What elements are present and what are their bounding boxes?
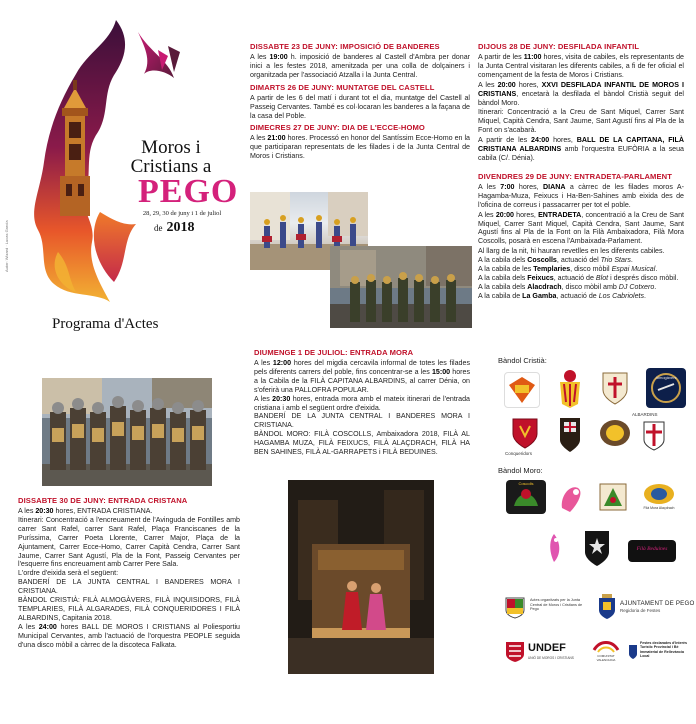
section-text-dijous-28-p1: A partir de les 11:00 hores, visita de cabiles, els representants de la Junta Central visitaran les diferents cabiles, a fi de fer oficial el començament de la festa de Moros i Cristians.	[478, 53, 685, 79]
regidoria-text: Regidoria de Festes	[620, 608, 661, 613]
section-title-dissabte-23: DISSABTE 23 DE JUNY: IMPOSICIÓ DE BANDERES	[250, 42, 440, 51]
section-text-divendres-29-p1: A les 7:00 hores, DIANA a càrrec de les filades moros A-Hagamba-Muza, Feixucs i Ha-Ben-Sahines amb eixida des de l'oficina de correus i passacarrer per tot el poble.	[478, 182, 684, 209]
undef-logo-icon	[504, 640, 526, 664]
section-text-dijous-28-p2: A les 20:00 hores, XXVI DESFILADA INFANTIL DE MOROS I CRISTIANS, encetarà la desfilada el bàndol Cristià seguit del bàndol Moro.	[478, 80, 684, 107]
filada-logo-1	[504, 372, 540, 408]
poster-title-line2: Cristians a	[130, 156, 212, 177]
column-left-bottom	[18, 496, 240, 650]
poster-year-prefix: de	[154, 223, 163, 233]
filada-logo-beduines	[628, 540, 676, 562]
section-text-divendres-29-p7: A la cabila dels Alacdrach, disco mòbil amb DJ Cotxero.	[478, 282, 657, 291]
filada-logo-3	[600, 370, 630, 406]
section-text-dissabte-30-p5: BÀNDOL CRISTIÀ: FILÀ ALMOGÀVERS, FILÀ INQUISIDORS, FILÀ TEMPLARIES, FILÀ ALGARADES, FILÀ CONQUERIDORES I FILÀ ALBARDINS, Capitania 2018.	[18, 596, 240, 622]
undef-subtext: UNIÓ DE MOROS I CRISTIANS	[528, 656, 574, 660]
section-text-dissabte-30-p2: Itinerari: Concentració a l'encreuament de l'Avinguda de Fontilles amb carrer Sant Rafel, carrer Sant Rafel, Plaça Franciscanes de la Puríssima, Carrer Poeta Llorente, Carrer Major, Plaça de la Ajuntament, Carrer Ecce-Homo, Carrer Capità Cendra, Carrer Sant Jaume, Carrer Sant Agustí, Pla de la Font, Passeig Cervantes per l'esquerre fins encreuament amb Carrer Pere Sala.	[18, 515, 240, 569]
junta-central-logo	[504, 596, 526, 620]
poster-title	[106, 138, 236, 176]
filada-logo-6	[598, 418, 632, 448]
poster-credit: Autor: Wizard · Lucas García	[4, 220, 9, 272]
section-text-diumenge-1-p3: BANDERÍ DE LA JUNTA CENTRAL I BANDERES MORA I CRISTIANA.	[254, 412, 470, 430]
filada-logo-almogavers	[646, 368, 686, 408]
section-text-dimarts-26: A partir de les 6 del matí i durant tot el dia, muntatge del Castell al Passeig Cervantes. També es col·locaran les banderes a la façana de la casa del Poble.	[250, 93, 470, 120]
section-text-divendres-29-p3: Al llarg de la nit, hi hauran revetlles en les diferents cabiles.	[478, 247, 665, 256]
filada-logo-conqueridors	[510, 416, 540, 450]
section-title-dimarts-26: DIMARTS 26 DE JUNY: MUNTATGE DEL CASTELL	[250, 82, 435, 92]
section-text-dimecres-27: A les 21:00 hores. Processó en honor del Santíssim Ecce-Homo en la que participaran representats de les filades i de la Junta Central de Moros i Cristians.	[250, 134, 470, 161]
section-text-diumenge-1-p1: A les 12:00 hores del migdia cercavila informal de totes les filades pels diferents carrers del poble, fins concentrar-se a les 15:00 hores a la Cabila de la FILÀ CAPITANA ALBARDINS, al carrer Dénia, on s'oferirà una PALLOFRA POPULAR.	[254, 359, 470, 394]
poster	[4, 12, 239, 352]
filada-logo-9	[598, 482, 628, 512]
photo-procession-night	[330, 246, 472, 328]
bandol-moro-label: Bàndol Moro:	[498, 466, 543, 475]
interes-turistic-logo	[628, 644, 638, 660]
section-text-diumenge-1-p4: BÀNDOL MORO: FILÀ COSCOLLS, Ambaixadora 2018, FILÀ AL HAGAMBA MUZA, FILÀ FEIXUCS, FILÀ ALAÇDRACH, FILÀ HA BEN SAHINES, FILÀ AL-GARRAPETS i FILÀ BEDUINES.	[254, 430, 470, 457]
filada-caption-almogavers: Almogàvers	[655, 375, 677, 380]
comunitat-valenciana-text: COMUNITAT VALENCIANA	[596, 654, 616, 662]
filada-caption-beduines: Filà Beduines	[636, 546, 668, 552]
section-text-dissabte-30-p3: L'ordre d'eixida serà el següent:	[18, 569, 119, 578]
section-title-dimecres-27: DIMECRES 27 DE JUNY: DIA DE L'ECCE-HOMO	[250, 123, 425, 133]
section-text-dijous-28-p3: Itinerari: Concentració a la Creu de Sant Miquel, Carrer Sant Miquel, Capità Cendra, Sant Jaume, Sant Agustí fins al Pla de la Font on s'acabarà.	[478, 108, 684, 135]
poster-dates: 28, 29, 30 de juny i 1 de juliol	[142, 210, 222, 217]
filada-logo-alacdrach	[642, 482, 676, 512]
section-text-divendres-29-p8: A la cabila de La Gamba, actuació de Los Cabriolets.	[478, 291, 647, 300]
section-text-dissabte-30-p6: A les 24:00 hores BALL DE MOROS I CRISTIANS al Poliesportiu Municipal Cervantes, amb l'actuació de l'orquestra PEOPLE seguida d'una disco mòbil a càrrec de la discoteca Falkata.	[18, 622, 240, 649]
filada-logo-8	[556, 478, 586, 518]
filada-logo-2	[556, 368, 584, 408]
filada-caption-conqueridors: Conqueridors	[505, 451, 533, 456]
photo-night-ambassador	[288, 480, 434, 674]
filada-logo-11	[544, 530, 566, 566]
column-middle-top	[250, 42, 470, 162]
section-text-diumenge-1-p2: A les 20:30 hores, entrada mora amb el mateix itinerari de l'entrada cristiana i amb el següent ordre d'eixida.	[254, 394, 470, 412]
poster-pego: PEGO	[138, 173, 239, 210]
section-text-dissabte-23: A les 19:00 h. imposició de banderes al Castell d'Ambra per donar inici a les festes 2018, amenitzada per una colla de dolçainers i organitzada per l'associació Atzalla i la Junta Central.	[250, 53, 471, 79]
undef-text: UNDEF	[528, 642, 566, 654]
comunitat-valenciana-logo	[590, 638, 622, 662]
filada-logo-coscolls	[506, 480, 546, 514]
section-title-diumenge-1: DIUMENGE 1 DE JULIOL: ENTRADA MORA	[254, 348, 414, 357]
filada-logo-12	[582, 528, 612, 568]
filada-caption-albardins: ALBARDINS	[632, 412, 658, 417]
section-text-dijous-28-p4: A partir de les 24:00 hores, BALL DE LA CAPITANA, FILÀ CRISTIANA ALBARDINS amb l'orquestra EUFÒRIA a la seua cabila (C/. Dénia).	[478, 136, 684, 162]
ajuntament-text: AJUNTAMENT DE PEGO	[620, 600, 695, 607]
section-title-divendres-29: DIVENDRES 29 DE JUNY: ENTRADETA-PARLAMENT	[478, 171, 672, 181]
poster-year: 2018	[166, 220, 195, 235]
interes-turistic-text: Festes declarades d'Interès Turístic Provincial i Bé Immaterial de Rellevància Local	[640, 641, 687, 659]
section-title-dissabte-30: DISSABTE 30 DE JUNY: ENTRADA CRISTANA	[18, 496, 188, 505]
poster-program: Programa d'Actes	[52, 316, 159, 332]
section-text-dissabte-30-p1: A les 20:30 hores, ENTRADA CRISTIANA.	[18, 507, 153, 515]
filada-caption-coscolls: Coscolls	[518, 481, 534, 486]
section-text-dissabte-30-p4: BANDERÍ DE LA JUNTA CENTRAL I BANDERES MORA I CRISTIANA.	[18, 578, 240, 596]
column-right-top	[478, 42, 684, 301]
poster-year-line	[154, 218, 195, 236]
section-text-divendres-29-p4: A la cabila dels Coscolls, actuació del Trio Stars.	[478, 256, 633, 265]
junta-central-text: Actes organitzats per la Junta Central de Moros i Cristians de Pego	[530, 598, 583, 612]
section-text-divendres-29-p5: A la cabila de les Templaries, disco mòbil Espai Musical.	[478, 265, 658, 274]
filada-caption-alacdrach: Filà Mora Alaçdrach	[643, 506, 675, 510]
section-text-divendres-29-p2: A les 20:00 hores, ENTRADETA, concentració a la Creu de Sant Miquel, Carrer Sant Miquel, Capità Cendra, Sant Jaume, Sant Agustí fins al Pla de la Font on la Filà Ambaixadora, Filà Mora Coscolls, posarà en escena l'Ambaixada-Parlament.	[478, 210, 684, 246]
bandol-cristia-label: Bàndol Cristià:	[498, 356, 547, 365]
photo-christian-troop	[42, 378, 212, 486]
column-middle-bottom	[254, 348, 470, 457]
section-title-dijous-28: DIJOUS 28 DE JUNY: DESFILADA INFANTIL	[478, 42, 640, 51]
filada-logo-albardins	[642, 420, 666, 452]
ajuntament-logo	[598, 594, 616, 620]
filada-logo-5	[556, 414, 584, 454]
section-text-divendres-29-p6: A la cabila dels Feixucs, actuació de Blot i després disco mòbil.	[478, 273, 679, 282]
poster-title-line1: Moros i	[141, 137, 201, 158]
